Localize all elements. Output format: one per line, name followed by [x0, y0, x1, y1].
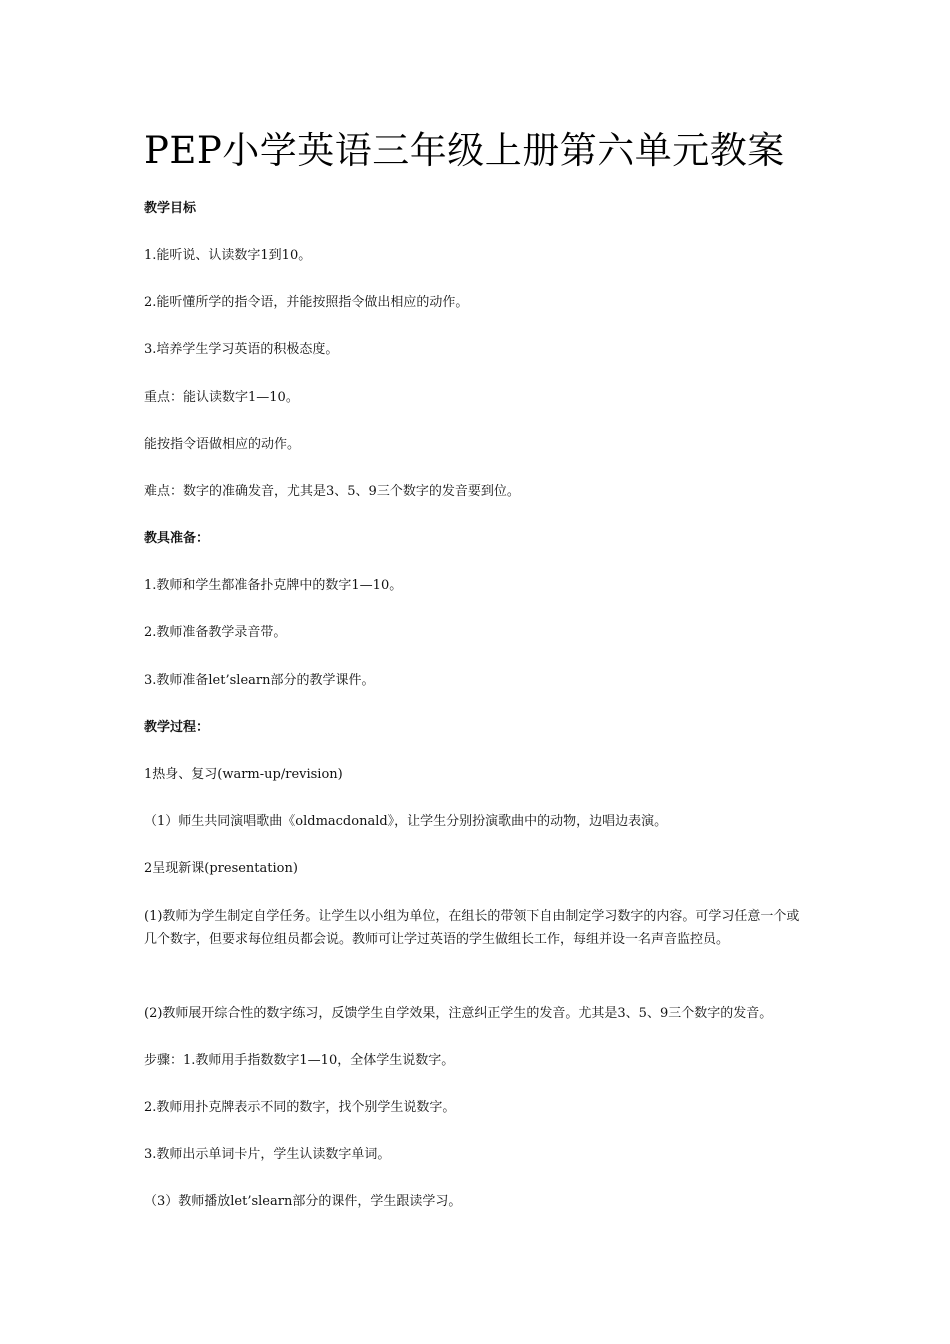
step-2-item-1: (1)教师为学生制定自学任务。让学生以小组为单位，在组长的带领下自由制定学习数字的内容。可学习任意一个或几个数字，但要求每位组员都会说。教师可让学过英语的学生做组长工作，每组并设一名声音监控员。	[144, 909, 800, 947]
key-point-2: 能按指令语做相应的动作。	[144, 437, 301, 452]
process-heading: 教学过程：	[144, 720, 210, 735]
step-2-item-2: (2)教师展开综合性的数字练习，反馈学生自学效果，注意纠正学生的发音。尤其是3、5、9三个数字的发音。	[144, 1006, 773, 1021]
goal-3: 3.培养学生学习英语的积极态度。	[144, 342, 339, 357]
difficulty: 难点：数字的准确发音，尤其是3、5、9三个数字的发音要到位。	[144, 484, 520, 499]
step-2-item-3: （3）教师播放let’slearn部分的课件，学生跟读学习。	[144, 1194, 462, 1209]
procedure-1: 步骤：1.教师用手指数数字1—10，全体学生说数字。	[144, 1053, 455, 1068]
material-3: 3.教师准备let’slearn部分的教学课件。	[144, 673, 375, 688]
document-title: PEP小学英语三年级上册第六单元教案	[144, 129, 785, 172]
material-2: 2.教师准备教学录音带。	[144, 625, 287, 640]
goals-heading: 教学目标	[144, 201, 197, 216]
procedure-2: 2.教师用扑克牌表示不同的数字，找个别学生说数字。	[144, 1100, 456, 1115]
materials-heading: 教具准备：	[144, 531, 210, 546]
step-1-title: 1热身、复习(warm-up/revision)	[144, 767, 343, 782]
procedure-3: 3.教师出示单词卡片，学生认读数字单词。	[144, 1147, 391, 1162]
material-1: 1.教师和学生都准备扑克牌中的数字1—10。	[144, 578, 403, 593]
step-2-title: 2呈现新课(presentation)	[144, 861, 298, 876]
key-point: 重点：能认读数字1—10。	[144, 390, 299, 405]
goal-2: 2.能听懂所学的指令语，并能按照指令做出相应的动作。	[144, 295, 469, 310]
step-1-item-1: （1）师生共同演唱歌曲《oldmacdonald》，让学生分别扮演歌曲中的动物，边唱边表演。	[144, 814, 668, 829]
goal-1: 1.能听说、认读数字1到10。	[144, 248, 312, 263]
